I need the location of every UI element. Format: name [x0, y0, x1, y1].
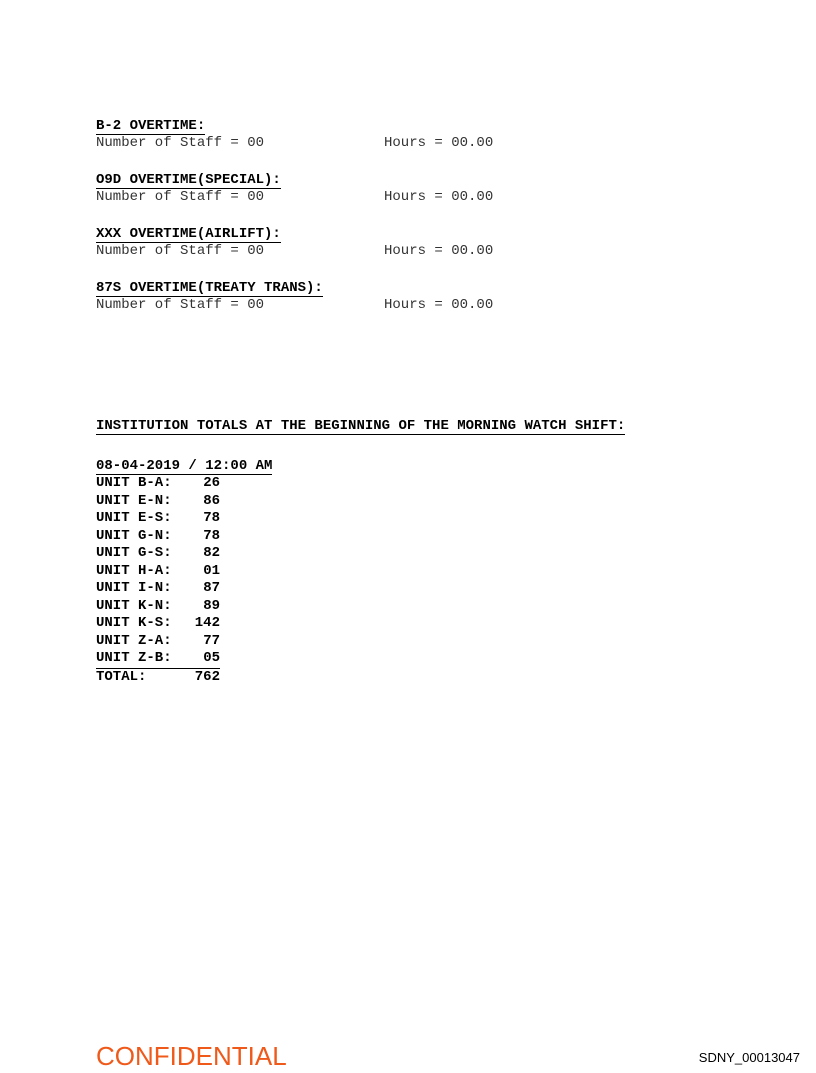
unit-count: 01 [203, 562, 220, 579]
overtime-section-xxx [96, 224, 494, 259]
overtime-section-b2 [96, 116, 494, 151]
unit-label: UNIT Z-A: [96, 632, 172, 649]
totals-datetime: 08-04-2019 / 12:00 AM [96, 458, 273, 474]
unit-count: 89 [203, 597, 220, 614]
unit-count: 78 [203, 527, 220, 544]
section-heading: O9D OVERTIME(SPECIAL): [96, 172, 281, 188]
unit-label: UNIT Z-B: [96, 650, 172, 666]
unit-label: UNIT B-A: [96, 475, 172, 491]
overtime-section-87s [96, 278, 494, 313]
unit-row [96, 475, 220, 493]
bates-number: SDNY_00013047 [698, 1050, 800, 1065]
total-label: TOTAL: [96, 668, 147, 685]
unit-label: UNIT I-N: [96, 580, 172, 596]
unit-count: 05 [203, 650, 220, 666]
total-value: 762 [194, 668, 220, 685]
unit-row [96, 493, 220, 511]
unit-count: 86 [203, 492, 220, 509]
unit-count: 26 [203, 475, 220, 491]
staff-count: Number of Staff = 00 [96, 189, 265, 205]
totals-block [96, 456, 272, 686]
unit-label: UNIT G-S: [96, 545, 172, 561]
hours-value: Hours = 00.00 [384, 297, 494, 313]
unit-label: UNIT E-S: [96, 510, 172, 526]
unit-row [96, 650, 220, 669]
unit-count: 77 [203, 632, 220, 649]
unit-row [96, 598, 220, 616]
unit-label: UNIT H-A: [96, 562, 172, 579]
staff-count: Number of Staff = 00 [96, 297, 265, 313]
institution-totals-heading: INSTITUTION TOTALS AT THE BEGINNING OF THE MORNING WATCH SHIFT: [96, 418, 626, 434]
unit-label: UNIT G-N: [96, 527, 172, 544]
unit-row [96, 615, 220, 633]
unit-count: 82 [203, 545, 220, 561]
overtime-row [96, 189, 494, 205]
hours-value: Hours = 00.00 [384, 189, 494, 205]
overtime-section-o9d [96, 170, 494, 205]
staff-count: Number of Staff = 00 [96, 135, 265, 151]
unit-row [96, 633, 220, 651]
overtime-row [96, 243, 494, 259]
unit-count: 142 [194, 615, 220, 631]
section-heading: 87S OVERTIME(TREATY TRANS): [96, 280, 323, 296]
section-heading: XXX OVERTIME(AIRLIFT): [96, 226, 281, 242]
confidential-stamp: CONFIDENTIAL [96, 1041, 287, 1071]
unit-label: UNIT K-N: [96, 597, 172, 614]
unit-count: 78 [203, 510, 220, 526]
hours-value: Hours = 00.00 [384, 243, 494, 259]
overtime-row [96, 297, 494, 313]
unit-row [96, 528, 220, 546]
hours-value: Hours = 00.00 [384, 135, 494, 151]
staff-count: Number of Staff = 00 [96, 243, 265, 259]
unit-row [96, 510, 220, 528]
total-row [96, 669, 220, 687]
unit-row [96, 580, 220, 598]
unit-row [96, 563, 220, 581]
section-heading: B-2 OVERTIME: [96, 118, 206, 134]
unit-list [96, 475, 220, 686]
unit-label: UNIT K-S: [96, 615, 172, 631]
unit-count: 87 [203, 580, 220, 596]
overtime-row [96, 135, 494, 151]
unit-row [96, 545, 220, 563]
unit-label: UNIT E-N: [96, 492, 172, 509]
